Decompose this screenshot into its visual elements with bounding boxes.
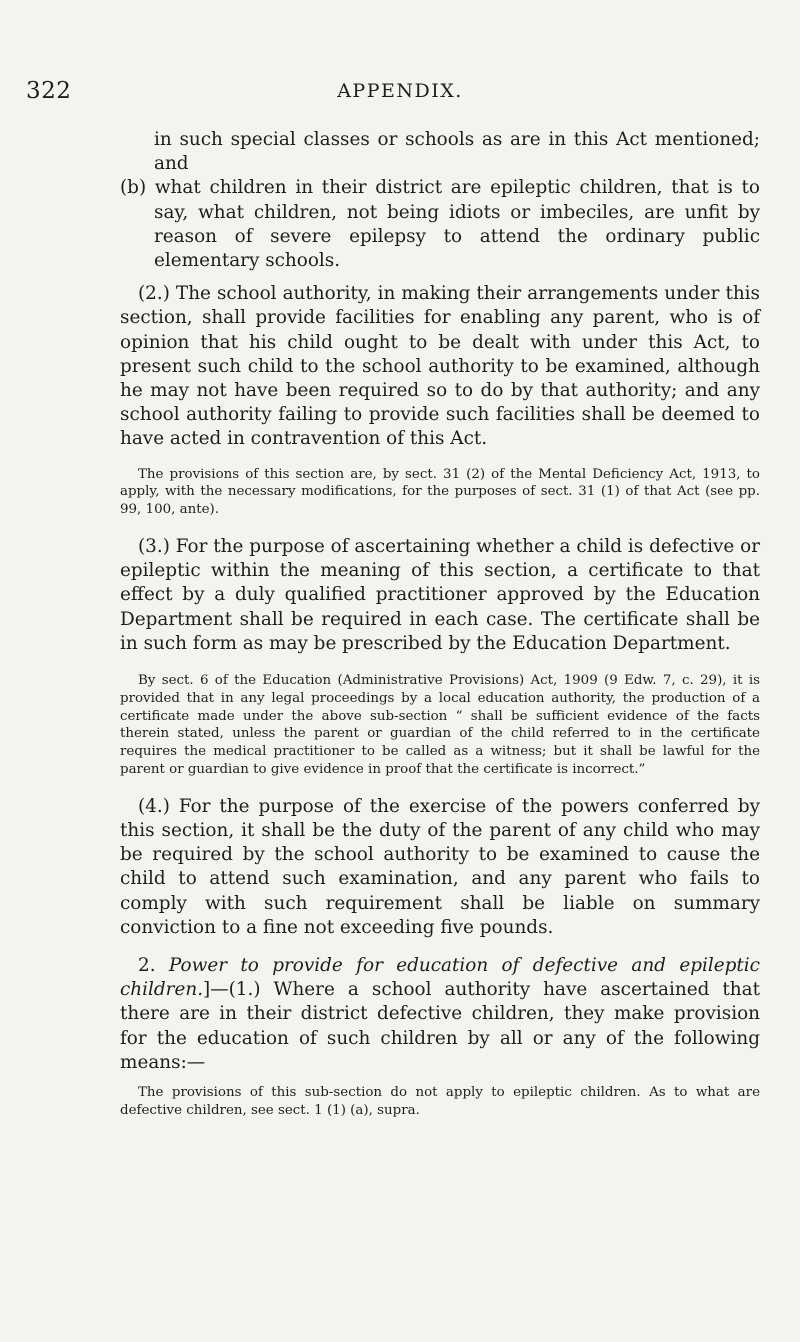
footnote-3: The provisions of this sub-section do not apply to epileptic children. As to what are defective children, see sect. 1 (1) (a), supra. [120, 1085, 760, 1118]
paragraph-3: (3.) For the purpose of ascertaining whether a child is defective or epileptic within the meaning of this section, a certificate to that effect by a duly qualified practitioner approved by the Education Department shall be required in each case. The certificate shall be in such form as may be prescribed by the Education Department. [120, 536, 760, 654]
clause-b: (b) what children in their district are epileptic children, that is to say, what children, not being idiots or imbeciles, are unfit by reason of severe epilepsy to attend the ordinary public elementary schools. [120, 177, 760, 272]
section-2 [120, 954, 760, 1075]
running-head: APPENDIX. [337, 80, 463, 102]
footnote-1: The provisions of this section are, by sect. 31 (2) of the Mental Deficiency Act, 1913, to apply, with the necessary modifications, for the purposes of sect. 31 (1) of that Act (see pp. 99, 100, ante). [120, 466, 760, 518]
page-header [0, 78, 800, 118]
page-number: 322 [26, 78, 72, 104]
page-body [120, 128, 760, 1120]
section-2-text: ]—(1.) Where a school authority have ascertained that there are in their district defective children, they make provision for the education of such children by all or any of the following means:— [120, 979, 760, 1073]
section-2-heading: Power to provide for education of defective and epileptic children. [120, 955, 760, 1001]
footnote-2: By sect. 6 of the Education (Administrative Provisions) Act, 1909 (9 Edw. 7, c. 29), it is provided that in any legal proceedings by a local education authority, the production of a certificate made under the above sub-section “ shall be sufficient evidence of the facts therein stated, unless the parent or guardian of the child referred to in the certificate requires the medical practitioner to be called as a witness; but it shall be lawful for the parent or guardian to give evidence in proof that the certificate is incorrect.” [120, 673, 760, 778]
continuation-text: in such special classes or schools as are in this Act mentioned; and [154, 129, 760, 175]
section-2-number: 2. [138, 955, 156, 977]
paragraph-2: (2.) The school authority, in making their arrangements under this section, shall provide facilities for enabling any parent, who is of opinion that his child ought to be dealt with under this Act, to present such child to the school authority to be examined, although he may not have been required so to do by that authority; and any school authority failing to provide such facilities shall be deemed to have acted in contravention of this Act. [120, 283, 760, 450]
paragraph-4: (4.) For the purpose of the exercise of the powers conferred by this section, it shall be the duty of the parent of any child who may be required by the school authority to be examined to cause the child to attend such examination, and any parent who fails to comply with such requirement shall be liable on summary conviction to a fine not exceeding five pounds. [120, 795, 760, 938]
